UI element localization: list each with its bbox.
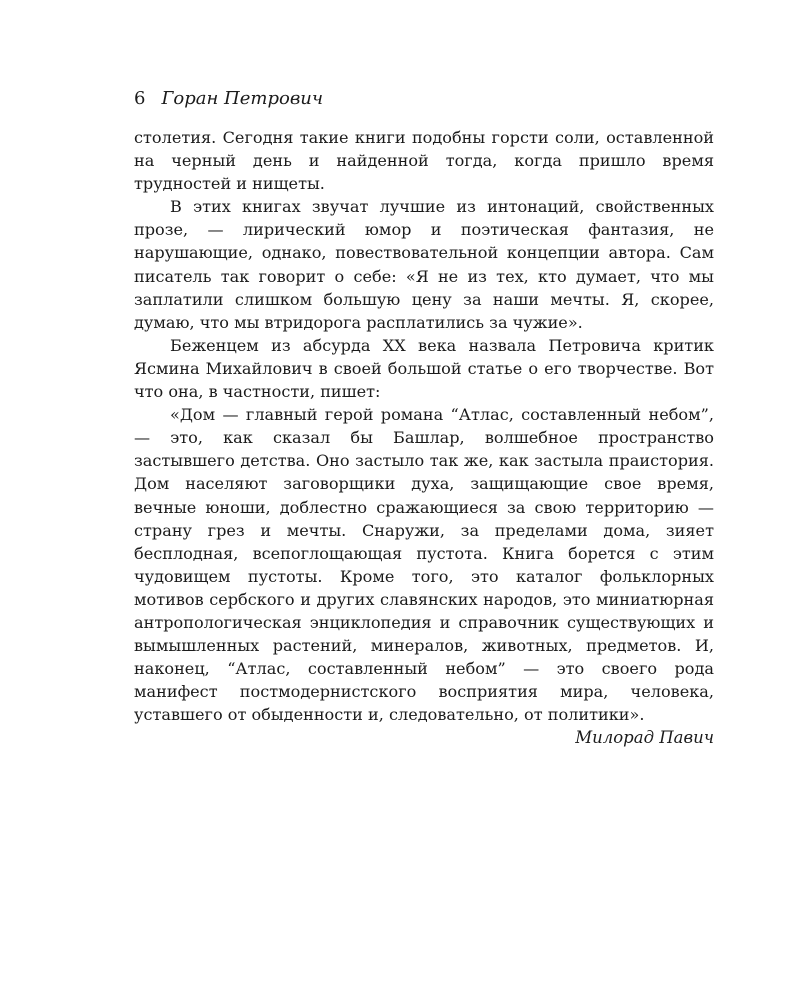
paragraph-intonations: В этих книгах звучат лучшие из интонаций, свойственных прозе, — лирический юмор и поэтическая фантазия, не нарушающие, однако, повествовательной концепции автора. Сам писатель так говорит о себе: «Я не из тех, кто думает, что мы заплатили слишком большую цену за наши мечты. Я, скорее, думаю, что мы втридорога расплатились за чужие». (134, 197, 714, 332)
page-number: 6 (134, 88, 146, 109)
paragraph-critic: Беженцем из абсурда XX века назвала Петровича критик Ясмина Михайлович в своей большой статье о его творчестве. Вот что она, в частности, пишет: (134, 335, 714, 402)
quote-signature: Милорад Павич (575, 728, 714, 748)
body-text (134, 126, 714, 726)
running-head (134, 86, 714, 112)
running-head-author: Горан Петрович (161, 88, 324, 109)
paragraph-quote: «Дом — главный герой романа “Атлас, составленный небом”, — это, как сказал бы Башлар, волшебное пространство застывшего детства. Оно застыло так же, как застыла праистория. Дом населяют заговорщики духа, защищающие свое время, вечные юноши, доблестно сражающиеся за свою территорию — страну грез и мечты. Снаружи, за пределами дома, зияет бесплодная, всепоглощающая пустота. Книга борется с этим чудовищем пустоты. Кроме того, это каталог фольклорных мотивов сербского и других славянских народов, это миниатюрная антропологическая энциклопедия и справочник существующих и вымышленных растений, минералов, животных, предметов. И, наконец, “Атлас, составленный небом” — это своего рода манифест постмодернистского восприятия мира, человека, уставшего от обыденности и, следовательно, от политики». (134, 405, 714, 725)
paragraph-continuation: столетия. Сегодня такие книги подобны горсти соли, оставленной на черный день и найденной тогда, когда пришло время трудностей и нищеты. (134, 128, 714, 194)
book-page (134, 86, 714, 749)
